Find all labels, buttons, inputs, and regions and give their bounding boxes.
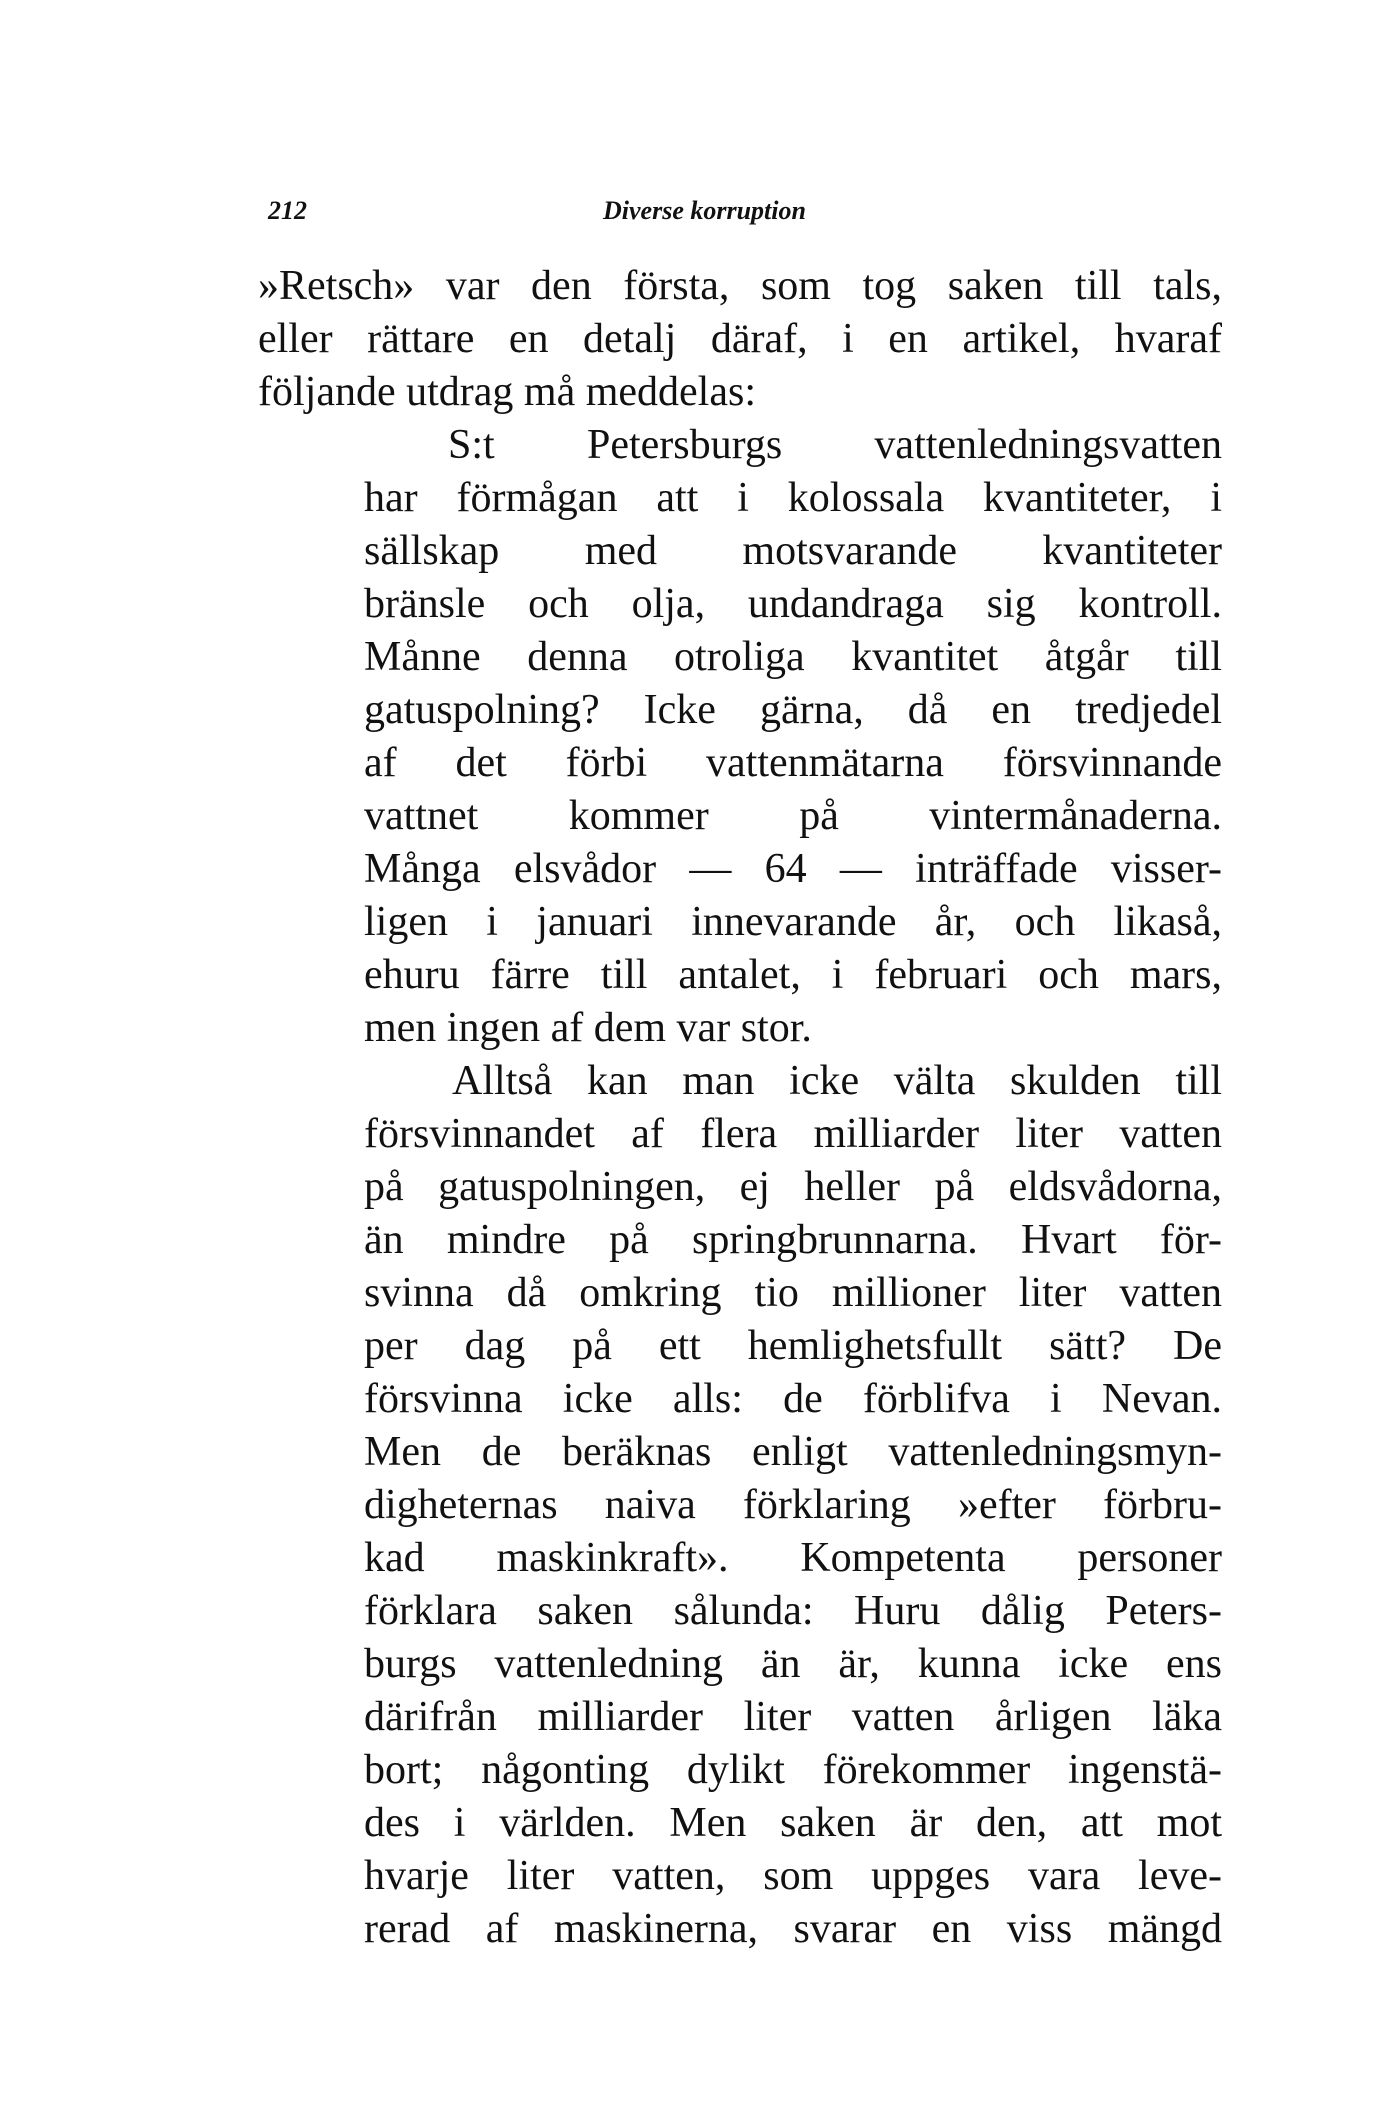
body-text [258,260,1222,1956]
text-line: digheternas naiva förklaring »efter förbru- [364,1482,1222,1528]
text-line: Alltså kan man icke välta skulden till [452,1058,1222,1104]
text-line: än mindre på springbrunnarna. Hvart för- [364,1217,1222,1263]
continuation-paragraph [364,1055,1222,1956]
text-line: hvarje liter vatten, som uppges vara leve- [364,1853,1222,1899]
text-line: af det förbi vattenmätarna försvinnande [364,740,1222,786]
intro-paragraph [258,260,1222,419]
text-line: har förmågan att i kolossala kvantiteter, i [364,475,1222,521]
page-header [268,196,902,236]
text-line: per dag på ett hemlighetsfullt sätt? De [364,1323,1222,1369]
text-line: Men de beräknas enligt vattenledningsmyn- [364,1429,1222,1475]
text-line: bort; någonting dylikt förekommer ingenstä- [364,1747,1222,1793]
text-line: ehuru färre till antalet, i februari och mars, [364,952,1222,998]
running-title: Diverse korruption [603,196,806,225]
text-line: försvinnandet af flera milliarder liter vatten [364,1111,1222,1157]
text-line: bränsle och olja, undandraga sig kontroll. [364,581,1222,627]
text-line: sällskap med motsvarande kvantiteter [364,528,1222,574]
text-line: S:t Petersburgs vattenledningsvatten [448,422,1222,468]
text-line: därifrån milliarder liter vatten årligen läka [364,1694,1222,1740]
text-line: vattnet kommer på vintermånaderna. [364,793,1222,839]
text-line: svinna då omkring tio millioner liter vatten [364,1270,1222,1316]
text-line: kad maskinkraft». Kompetenta personer [364,1535,1222,1581]
text-line: men ingen af dem var stor. [364,1005,812,1051]
text-line: »Retsch» var den första, som tog saken till tals, [258,263,1222,309]
text-line: burgs vattenledning än är, kunna icke ens [364,1641,1222,1687]
text-line: Månne denna otroliga kvantitet åtgår till [364,634,1222,680]
text-line: des i världen. Men saken är den, att mot [364,1800,1222,1846]
text-line: gatuspolning? Icke gärna, då en tredjedel [364,687,1222,733]
text-line: rerad af maskinerna, svarar en viss mängd [364,1906,1222,1952]
text-line: Många elsvådor — 64 — inträffade visser- [364,846,1222,892]
text-line: förklara saken sålunda: Huru dålig Peters- [364,1588,1222,1634]
block-quote [364,419,1222,1055]
text-line: följande utdrag må meddelas: [258,369,756,415]
text-line: ligen i januari innevarande år, och likaså, [364,899,1222,945]
text-line: försvinna icke alls: de förblifva i Nevan. [364,1376,1222,1422]
text-line: på gatuspolningen, ej heller på eldsvådorna, [364,1164,1222,1210]
text-line: eller rättare en detalj däraf, i en artikel, hvaraf [258,316,1222,362]
page-number: 212 [268,196,307,225]
